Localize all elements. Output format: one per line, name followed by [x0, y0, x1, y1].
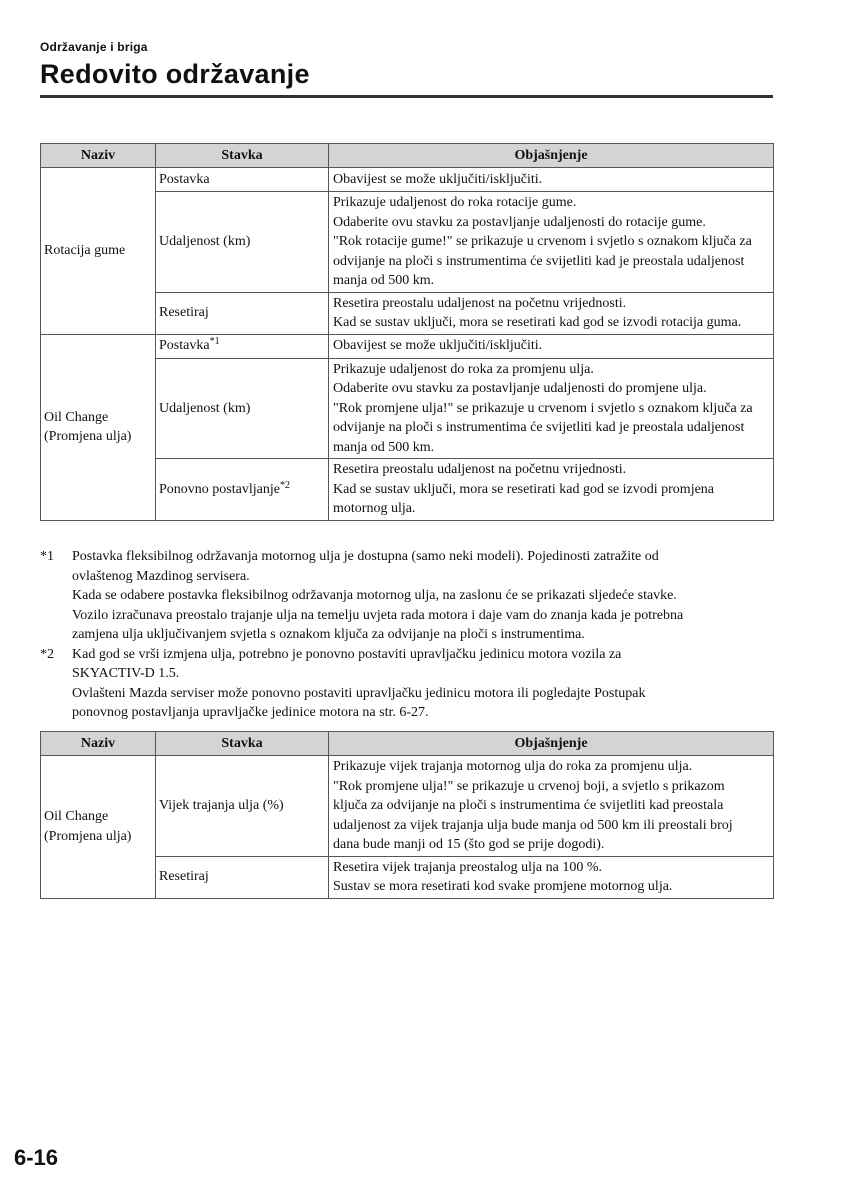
item-cell: [156, 334, 329, 358]
table-row: [41, 168, 774, 192]
column-header-name: Naziv: [41, 732, 156, 756]
footnote-ref: *1: [209, 336, 220, 348]
group-name-line: (Promjena ulja): [44, 429, 132, 444]
footnote-1: [40, 547, 773, 645]
page-number: 6-16: [14, 1145, 59, 1170]
item-cell: [156, 856, 329, 898]
footnote-line: Kada se odabere postavka fleksibilnog održavanja motornog ulja, na zaslonu će se prikazati sljedeće stavke.: [72, 588, 677, 603]
item-label: Vijek trajanja ulja (%): [159, 798, 284, 813]
explanation-line: Obavijest se može uključiti/isključiti.: [333, 338, 543, 354]
explanation-line: Resetira preostalu udaljenost na početnu vrijednosti.: [333, 295, 627, 311]
explanation-line: "Rok promjene ulja!" se prikazuje u crvenoj boji, a svjetlo s prikazom: [333, 778, 725, 794]
footnote-line: zamjena ulja uključivanjem svjetla s oznakom ključa za odvijanje na ploči s instrumentima.: [72, 627, 585, 642]
item-label: Resetiraj: [159, 869, 209, 885]
explanation-cell: [329, 756, 774, 857]
footnote-marker: *2: [40, 646, 54, 662]
item-cell: [156, 292, 329, 334]
footnote-line: ponovnog postavljanja upravljačke jedinice motora na str. 6-27.: [72, 705, 429, 720]
column-header-item: Stavka: [156, 732, 329, 756]
explanation-line: Prikazuje vijek trajanja motornog ulja do roka za promjenu ulja.: [333, 759, 693, 774]
footnote-line: Ovlašteni Mazda serviser može ponovno postaviti upravljačku jedinicu motora ili pogledajte Postupak: [72, 685, 646, 701]
explanation-line: Obavijest se može uključiti/isključiti.: [333, 171, 543, 187]
item-label: Ponovno postavljanje: [159, 481, 280, 497]
footnote-marker: *1: [40, 549, 54, 564]
group-name-tire-rotation: [41, 168, 156, 335]
item-label: Udaljenost (km): [159, 400, 251, 416]
column-header-explanation: Objašnjenje: [329, 144, 774, 168]
item-cell: [156, 192, 329, 293]
item-label: Postavka: [159, 171, 210, 187]
explanation-cell: [329, 459, 774, 521]
group-name-line: Oil Change: [44, 409, 109, 425]
explanation-line: Resetira vijek trajanja preostalog ulja na 100 %.: [333, 859, 603, 875]
footnote-line: ovlaštenog Mazdinog servisera.: [72, 568, 250, 584]
column-header-name: Naziv: [41, 144, 156, 168]
footnote-line: Kad god se vrši izmjena ulja, potrebno je ponovno postaviti upravljačku jedinicu motora vozila za: [72, 646, 622, 662]
explanation-line: Kad se sustav uključi, mora se resetirati kad god se izvodi promjena: [333, 481, 715, 497]
maintenance-table-distance: [40, 143, 774, 521]
explanation-line: ključa za odvijanje na ploči s instrumentima će svijetliti kad preostala: [333, 798, 724, 813]
group-name-oil-change: [41, 756, 156, 899]
explanation-line: motornog ulja.: [333, 501, 416, 516]
item-label: Resetiraj: [159, 305, 209, 321]
item-cell: [156, 358, 329, 459]
explanation-line: manja od 500 km.: [333, 439, 435, 455]
footnote-2: [40, 645, 773, 723]
table-row: [41, 334, 774, 358]
item-cell: [156, 756, 329, 857]
explanation-line: "Rok promjene ulja!" se prikazuje u crvenom i svjetlo s oznakom ključa za: [333, 400, 753, 416]
group-name-line: (Promjena ulja): [44, 828, 132, 844]
explanation-line: dana bude manji od 15 (što god se prije dogodi).: [333, 837, 605, 852]
explanation-line: udaljenost za vijek trajanja ulja bude manja od 500 km ili preostali broj: [333, 817, 733, 833]
explanation-line: Prikazuje udaljenost do roka za promjenu ulja.: [333, 361, 594, 377]
explanation-cell: [329, 334, 774, 358]
explanation-line: Prikazuje udaljenost do roka rotacije gume.: [333, 195, 577, 210]
table-header-row: [41, 144, 774, 168]
item-label: Postavka: [159, 338, 210, 354]
explanation-line: manja od 500 km.: [333, 273, 435, 288]
explanation-cell: [329, 292, 774, 334]
item-cell: [156, 459, 329, 521]
footnotes: [40, 547, 773, 723]
explanation-line: Kad se sustav uključi, mora se resetirati kad god se izvodi rotacija guma.: [333, 315, 742, 330]
explanation-cell: [329, 192, 774, 293]
explanation-line: Resetira preostalu udaljenost na početnu vrijednosti.: [333, 462, 627, 477]
item-label: Udaljenost (km): [159, 234, 251, 249]
explanation-line: odvijanje na ploči s instrumentima će svijetliti kad je preostala udaljenost: [333, 420, 745, 435]
item-cell: [156, 168, 329, 192]
group-name-oil-change: [41, 334, 156, 520]
title-divider: [40, 95, 773, 98]
section-label: Održavanje i briga: [40, 40, 148, 54]
group-name-line: Oil Change: [44, 809, 109, 825]
table-header-row: [41, 732, 774, 756]
explanation-cell: [329, 358, 774, 459]
page-title: Redovito održavanje: [40, 59, 310, 89]
explanation-cell: [329, 168, 774, 192]
column-header-explanation: Objašnjenje: [329, 732, 774, 756]
explanation-line: Odaberite ovu stavku za postavljanje udaljenosti do rotacije gume.: [333, 214, 706, 230]
maintenance-table-oil-life: [40, 731, 774, 899]
explanation-cell: [329, 856, 774, 898]
explanation-line: Odaberite ovu stavku za postavljanje udaljenosti do promjene ulja.: [333, 381, 707, 396]
explanation-line: odvijanje na ploči s instrumentima će svijetliti kad je preostala udaljenost: [333, 253, 745, 269]
group-name-line: Rotacija gume: [44, 243, 126, 258]
explanation-line: Sustav se mora resetirati kod svake promjene motornog ulja.: [333, 879, 673, 894]
column-header-item: Stavka: [156, 144, 329, 168]
footnote-line: Vozilo izračunava preostalo trajanje ulja na temelju uvjeta rada motora i daje vam do znanja kada je potrebna: [72, 607, 684, 623]
footnote-line: Postavka fleksibilnog održavanja motornog ulja je dostupna (samo neki modeli). Pojedinosti zatražite od: [72, 549, 659, 564]
table-row: [41, 756, 774, 857]
explanation-line: "Rok rotacije gume!" se prikazuje u crvenom i svjetlo s oznakom ključa za: [333, 234, 752, 249]
footnote-ref: *2: [279, 479, 290, 491]
footnote-line: SKYACTIV-D 1.5.: [72, 666, 180, 681]
